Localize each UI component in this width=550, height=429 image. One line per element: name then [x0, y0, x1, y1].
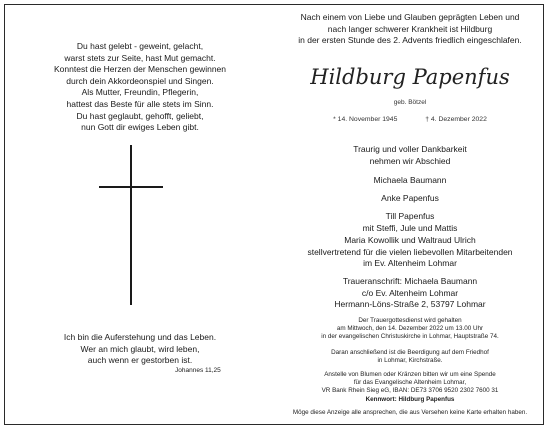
family-member: Michaela Baumann: [373, 175, 447, 185]
poem-line: Als Mutter, Freundin, Pflegerin,: [81, 87, 199, 98]
cross-vertical-bar: [130, 145, 132, 305]
service-line: am Mittwoch, den 14. Dezember 2022 um 13.00 Uhr: [336, 325, 484, 333]
mourning-address: [275, 276, 545, 311]
poem-line: Konntest die Herzen der Menschen gewinnen: [54, 64, 226, 75]
verse-line: auch wenn er gestorben ist.: [87, 355, 193, 366]
death-date: † 4. Dezember 2022: [425, 116, 487, 123]
left-panel: [5, 5, 275, 424]
intro-text: [275, 12, 545, 47]
donation-line: für das Evangelische Altenheim Lohmar,: [353, 379, 467, 387]
mourning-text: [275, 144, 545, 167]
maiden-name: geb. Bötzel: [393, 99, 427, 106]
poem-line: hattest das Beste für alle stets im Sinn.: [66, 98, 214, 109]
poem-line: nun Gott dir ewiges Leben gibt.: [81, 122, 199, 133]
donation-line: Anstelle von Blumen oder Kränzen bitten wir um eine Spende: [324, 371, 496, 378]
family-group: [275, 211, 545, 234]
obituary-card: [4, 4, 544, 425]
closing-note: Möge diese Anzeige alle ansprechen, die aus Versehen keine Karte erhalten haben.: [292, 409, 528, 416]
poem: [25, 41, 255, 134]
family-line: stellvertretend für die vielen liebevollen Mitarbeitenden: [307, 246, 513, 257]
poem-line: durch dein Akkordeonspiel und Singen.: [66, 75, 214, 86]
intro-line: Nach einem von Liebe und Glauben geprägten Leben und: [300, 12, 520, 22]
service-line: Der Trauergottesdienst wird gehalten: [358, 317, 462, 324]
poem-line: Du hast gelebt - geweint, gelacht,: [76, 41, 204, 51]
service-line: in der evangelischen Christuskirche in Lohmar, Hauptstraße 74.: [321, 333, 499, 341]
donation-line: VR Bank Rhein Sieg eG, IBAN: DE73 3706 9520 2302 7600 31: [321, 387, 499, 395]
life-dates: [275, 116, 545, 123]
family-line: Maria Kowollik und Waltraud Ulrich: [344, 235, 476, 245]
deceased-name: Hildburg Papenfus: [310, 65, 510, 89]
bible-verse: [25, 332, 255, 367]
family-line: Till Papenfus: [385, 211, 435, 221]
verse-line: Wer an mich glaubt, wird leben,: [80, 343, 200, 354]
family-group: [275, 235, 545, 270]
family-member: Anke Papenfus: [381, 193, 439, 203]
burial-info: [275, 349, 545, 365]
donation-keyword: Kennwort: Hildburg Papenfus: [365, 395, 455, 403]
burial-line: in Lohmar, Kirchstraße.: [377, 357, 443, 365]
family-line: mit Steffi, Jule und Mattis: [362, 222, 458, 233]
intro-line: in der ersten Stunde des 2. Advents friedlich eingeschlafen.: [298, 35, 522, 46]
cross-horizontal-bar: [99, 186, 163, 188]
cross-icon: [5, 145, 275, 315]
mourning-line: nehmen wir Abschied: [369, 155, 451, 166]
service-info: [275, 317, 545, 342]
burial-line: Daran anschließend ist die Beerdigung auf dem Friedhof: [331, 349, 489, 356]
donation-info: [275, 371, 545, 404]
address-line: Traueranschrift: Michaela Baumann: [342, 276, 478, 286]
verse-reference: Johannes 11,25: [175, 367, 221, 374]
verse-line: Ich bin die Auferstehung und das Leben.: [63, 332, 217, 342]
birth-date: * 14. November 1945: [333, 116, 398, 123]
address-line: Hermann-Löns-Straße 2, 53797 Lohmar: [334, 299, 486, 310]
poem-line: Du hast geglaubt, gehofft, geliebt,: [76, 110, 204, 121]
right-panel: [275, 5, 545, 424]
address-line: c/o Ev. Altenheim Lohmar: [361, 287, 459, 298]
poem-line: warst stets zur Seite, hast Mut gemacht.: [64, 52, 216, 63]
intro-line: nach langer schwerer Krankheit ist Hildburg: [327, 23, 493, 34]
family-line: im Ev. Altenheim Lohmar: [363, 258, 457, 269]
mourning-line: Traurig und voller Dankbarkeit: [353, 144, 467, 154]
